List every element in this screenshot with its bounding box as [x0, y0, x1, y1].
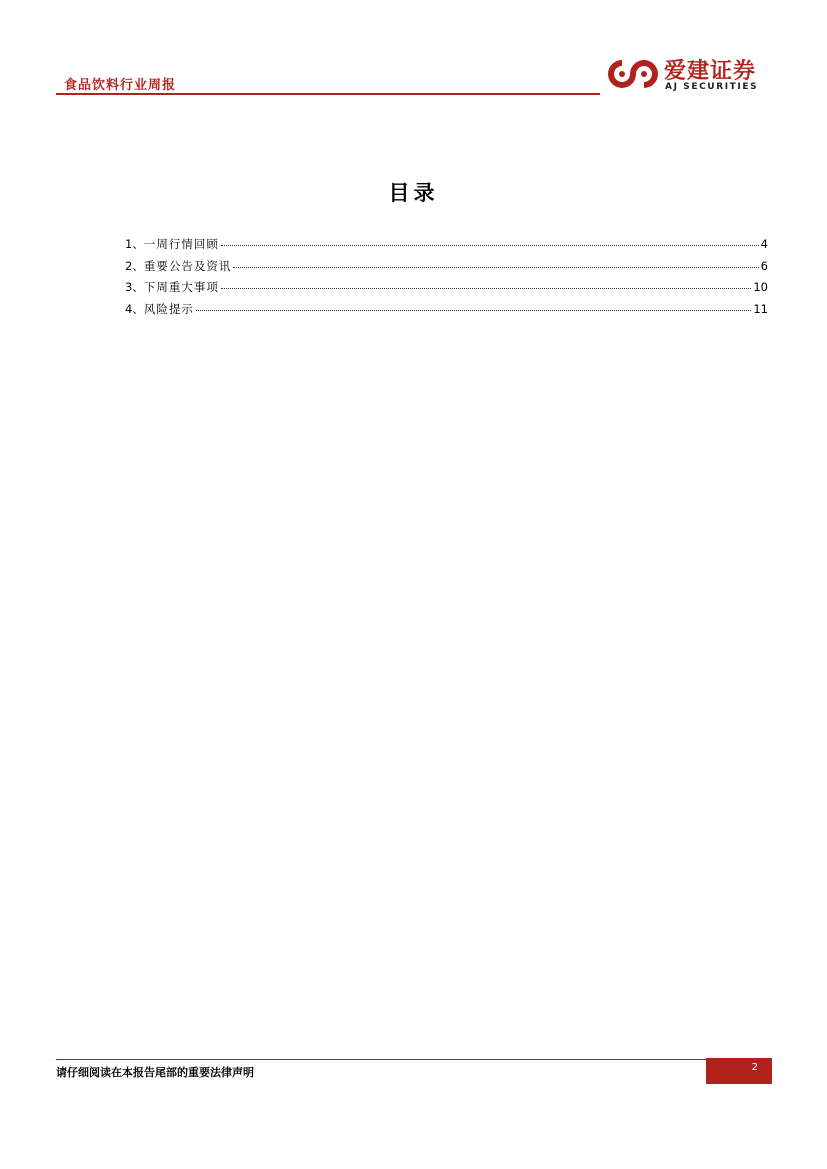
toc-entry-number: 4、: [125, 301, 144, 316]
toc-leader-dots: [221, 244, 759, 246]
logo-chinese-name: 爱建证券: [664, 58, 757, 84]
toc-entry-text: 下周重大事项: [143, 280, 219, 294]
toc-entry-number: 2、: [125, 258, 144, 273]
toc-leader-dots: [233, 266, 758, 268]
toc-entry-page: 4: [760, 237, 768, 251]
toc-entry-page: 10: [753, 280, 768, 294]
toc-entry[interactable]: [125, 301, 768, 323]
logo-english-name: AJ SECURITIES: [665, 82, 759, 92]
toc-leader-dots: [221, 287, 752, 289]
toc-leader-dots: [196, 309, 752, 311]
toc-entry-page: 11: [753, 301, 768, 316]
toc-entry[interactable]: [125, 258, 768, 280]
toc-entry-text: 风险提示: [143, 301, 194, 316]
table-of-contents: [125, 236, 768, 322]
toc-entry[interactable]: [125, 236, 768, 258]
toc-entry-number: 1、: [125, 237, 144, 251]
toc-entry-page: 6: [760, 258, 768, 273]
toc-entry-number: 3、: [125, 280, 144, 294]
company-logo: [608, 54, 773, 96]
toc-entry-text: 重要公告及资讯: [143, 258, 232, 273]
toc-entry-text: 一周行情回顾: [143, 237, 219, 251]
legal-disclaimer: 请仔细阅读在本报告尾部的重要法律声明: [56, 1066, 254, 1079]
logo-mark-icon: [608, 56, 658, 92]
toc-entry[interactable]: [125, 279, 768, 301]
footer-divider: [56, 1059, 706, 1060]
page-number-box: [706, 1058, 772, 1084]
report-title: 食品饮料行业周报: [64, 78, 177, 93]
header-divider: [56, 93, 600, 95]
page-number: 2: [751, 1062, 758, 1073]
toc-title: 目录: [388, 181, 439, 205]
